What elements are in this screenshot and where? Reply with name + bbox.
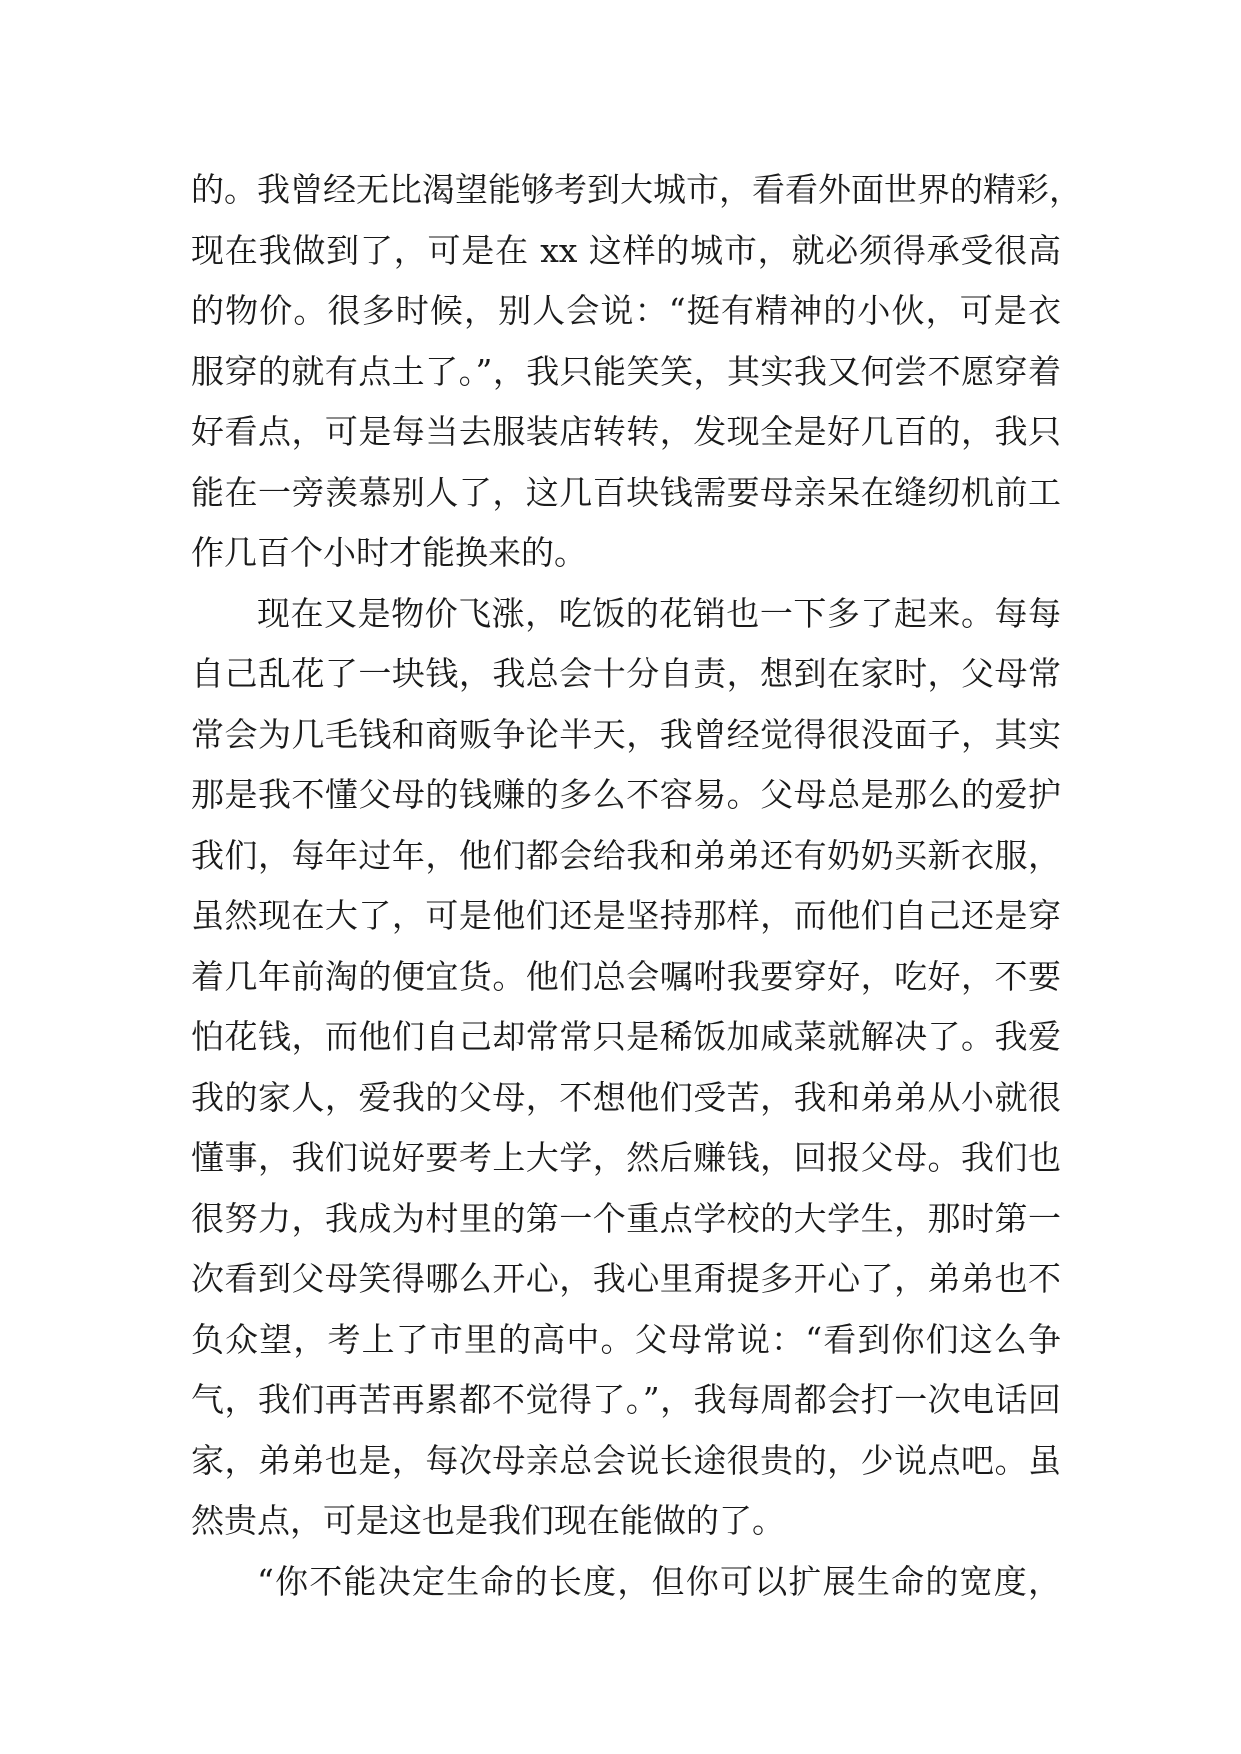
text-line: 家，弟弟也是，每次母亲总会说长途很贵的，少说点吧。虽 <box>191 1440 1061 1480</box>
paragraph-start-line: 现在又是物价飞涨，吃饭的花销也一下多了起来。每每 <box>257 593 1061 633</box>
text-line: 气，我们再苦再累都不觉得了。”，我每周都会打一次电话回 <box>191 1380 1061 1419</box>
text-line: 的。我曾经无比渴望能够考到大城市，看看外面世界的精彩， <box>191 170 1082 209</box>
text-line: 自己乱花了一块钱，我总会十分自责，想到在家时，父母常 <box>191 654 1061 693</box>
text-line: 我们，每年过年，他们都会给我和弟弟还有奶奶买新衣服， <box>191 835 1061 875</box>
text-line: 那是我不懂父母的钱赚的多么不容易。父母总是那么的爱护 <box>191 775 1061 814</box>
text-line: 的物价。很多时候，别人会说：“挺有精神的小伙，可是衣 <box>191 291 1061 330</box>
text-line: 次看到父母笑得哪么开心，我心里甭提多开心了，弟弟也不 <box>191 1259 1061 1298</box>
text-line: 服穿的就有点土了。”，我只能笑笑，其实我又何尝不愿穿着 <box>191 351 1061 391</box>
body-text <box>191 160 1082 1612</box>
text-line: 好看点，可是每当去服装店转转，发现全是好几百的，我只 <box>191 412 1061 451</box>
paragraph-start-line: “你不能决定生命的长度，但你可以扩展生命的宽度， <box>257 1561 1061 1601</box>
text-line: 懂事，我们说好要考上大学，然后赚钱，回报父母。我们也 <box>191 1138 1061 1177</box>
text-line: 负众望，考上了市里的高中。父母常说：“看到你们这么争 <box>191 1319 1061 1359</box>
text-line: 我的家人，爱我的父母，不想他们受苦，我和弟弟从小就很 <box>191 1077 1061 1117</box>
text-line: 怕花钱，而他们自己却常常只是稀饭加咸菜就解决了。我爱 <box>191 1017 1061 1056</box>
text-line: 很努力，我成为村里的第一个重点学校的大学生，那时第一 <box>191 1198 1061 1238</box>
text-line: 作几百个小时才能换来的。 <box>191 533 587 572</box>
text-line: 然贵点，可是这也是我们现在能做的了。 <box>191 1501 785 1540</box>
text-line: 常会为几毛钱和商贩争论半天，我曾经觉得很没面子，其实 <box>191 714 1061 754</box>
text-line: 能在一旁羡慕别人了，这几百块钱需要母亲呆在缝纫机前工 <box>191 472 1061 512</box>
text-line: 虽然现在大了，可是他们还是坚持那样，而他们自己还是穿 <box>191 896 1061 935</box>
text-line: 着几年前淘的便宜货。他们总会嘱咐我要穿好，吃好，不要 <box>191 956 1061 996</box>
text-line: 现在我做到了，可是在 xx 这样的城市，就必须得承受很高 <box>191 230 1061 270</box>
